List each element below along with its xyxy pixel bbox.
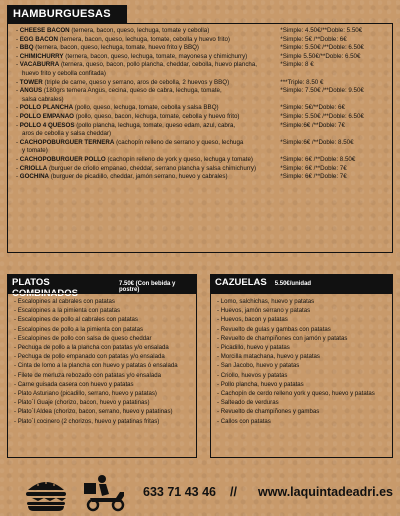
burger-name: CHIMICHURRY	[19, 52, 64, 60]
burger-item: - CRIOLLA (burguer de criollo empanao, cheddar, serrano plancha y salsa chimichurry) *Simple: 6€ /**Doble: 7€	[16, 165, 386, 174]
cazuelas-list	[210, 293, 393, 458]
website-link[interactable]: www.laquintadeadri.es	[258, 485, 393, 499]
hamburguesas-title: HAMBURGUESAS	[7, 5, 127, 23]
burger-description: (ternera, bacon, queso, lechuga, tomate, huevo frito y BBQ)	[35, 44, 199, 52]
burger-price: *Simple:6€ /**Doble: 8.50€	[280, 138, 354, 146]
list-item: - Plato Asturiano (picadillo, serrano, huevo y patatas)	[14, 390, 157, 398]
burger-price: *Simple: 5€/**Doble: 6€	[280, 104, 345, 112]
list-item: - Revuelto de champiñones con jamón y patatas	[217, 334, 348, 342]
list-item: - Carne guisada casera con huevo y patatas	[14, 380, 134, 388]
burger-name: ANGUS	[19, 87, 43, 95]
list-item: - Escalopines de pollo con salsa de queso cheddar	[14, 334, 152, 342]
platos-combinados-title: PLATOS COMBINADOS	[12, 277, 78, 299]
burger-description: (pollo, queso, bacon, lechuga, tomate, cebolla y huevo frito)	[75, 112, 240, 120]
list-item: - Pechuga de pollo empanado con patatas y/o ensalada	[14, 353, 165, 361]
list-item: - Cinta de lomo a la plancha con huevo y patatas ó ensalada	[14, 362, 178, 370]
footer	[0, 470, 400, 516]
burger-price: *Simple: 5.50€ /**Doble: 6.50€	[280, 44, 364, 52]
burger-name: VACABURRA	[19, 61, 60, 69]
platos-combinados-list	[7, 293, 197, 458]
burger-item: - CACHOPOBURGUER POLLO (cachopín relleno de york y queso, lechuga y tomate) *Simple: 6€ /**Doble: 8.50€	[16, 156, 386, 165]
phone-number[interactable]: 633 71 43 46	[143, 485, 216, 499]
list-item: - Picadillo, huevo y patatas	[217, 344, 290, 352]
burger-description: (cachopín relleno de serrano y queso, lechuga	[116, 138, 244, 146]
list-item: - Salteado de verduras	[217, 399, 279, 407]
list-item: - Huevos, jamón serrano y patatas	[217, 307, 311, 315]
delivery-scooter-icon	[82, 474, 128, 516]
list-item: - Escalopines de pollo al cabrales con patatas	[14, 316, 138, 324]
list-item: - Pechuga de pollo a la plancha con patatas y/o ensalada	[14, 344, 169, 352]
burger-description: (pollo, queso, lechuga, tomate, cebolla y salsa BBQ)	[74, 104, 219, 112]
burger-item: - POLLO PLANCHA (pollo, queso, lechuga, tomate, cebolla y salsa BBQ) *Simple: 5€/**Doble: 6€	[16, 104, 386, 113]
burger-name: CHEESE BACON	[19, 27, 70, 34]
burger-price: *Simple: 5.50€ /**Doble: 6.50€	[280, 112, 364, 120]
burger-description: (ternera, bacon, queso, lechuga, tomate, cebolla y huevo frito)	[59, 35, 230, 43]
burger-item: - CACHOPOBURGUER TERNERA (cachopín relleno de serrano y queso, lechuga y tomate) *Simple:6€ /**Doble: 8.50€	[16, 139, 386, 156]
burger-icon	[22, 476, 70, 516]
list-item: - Lomo, salchichas, huevo y patatas	[217, 298, 315, 305]
burger-price: *Simple: 8 €	[280, 61, 314, 69]
burger-description: (triple de carne, queso y serrano, aros de cebolla, 2 huevos y BBQ)	[44, 78, 230, 86]
burger-item: - EGG BACON (ternera, bacon, queso, lechuga, tomate, cebolla y huevo frito) *Simple: 5€ /**Doble: 6€	[16, 36, 386, 45]
cazuelas-title: CAZUELAS	[215, 277, 267, 288]
burger-description: (cachopín relleno de york y queso, lechuga y tomate)	[107, 155, 253, 163]
burger-item: - CHIMICHURRY (ternera, bacon, queso, lechuga, tomate, mayonesa y chimichurry) *Simple 5.50€/**Doble: 6.50€	[16, 53, 386, 62]
burger-name: POLLO EMPANAO	[19, 112, 74, 120]
burger-description: (burguer de criollo empanao, cheddar, serrano plancha y salsa chimichurry)	[49, 164, 257, 172]
burger-description: (ternera, bacon, queso, lechuga, tomate, mayonesa y chimichurry)	[65, 52, 248, 60]
burger-item: - POLLO 4 QUESOS (pollo plancha, lechuga, tomate, queso edam, azul, cabra, aros de cebolla y salsa cheddar) *Simple:6€ /**Doble: 7€	[16, 122, 386, 139]
list-item: - Escalopines de pollo a la pimienta con patatas	[14, 325, 144, 333]
list-item: - Plato´l Aldea (chorizo, bacon, serrano, huevo y patatinas)	[14, 408, 173, 416]
cazuelas-price: 5.50€/unidad	[274, 281, 312, 287]
list-item: - Cachopín de cerdo relleno york y queso, huevo y patatas	[217, 390, 375, 398]
burger-price: *Simple: 6€ /**Doble: 7€	[280, 164, 347, 172]
list-item: - Revuelto de champiñones y gambas	[217, 408, 320, 416]
burger-price: *Simple: 4.50€/**Doble: 5.50€	[280, 27, 363, 34]
burger-description-cont: y tomate)	[22, 147, 48, 155]
burger-name: POLLO 4 QUESOS	[19, 121, 75, 129]
list-item: - Escalopines a la pimienta con patatas	[14, 307, 121, 315]
separator: //	[230, 485, 237, 499]
burger-description-cont: salsa cabrales)	[22, 95, 64, 103]
burger-item: - ANGUS (180grs ternera Angus, cecina, queso de cabra, lechuga, tomate, salsa cabrales) *Simple: 7.50€ /**Doble: 9.50€	[16, 87, 386, 104]
burger-name: TOWER	[19, 78, 43, 86]
burger-item: - POLLO EMPANAO (pollo, queso, bacon, lechuga, tomate, cebolla y huevo frito) *Simple: 5.50€ /**Doble: 6.50€	[16, 113, 386, 122]
list-item: - Criollo, huevos y patatas	[217, 371, 288, 379]
list-item: - Callos con patatas	[217, 417, 271, 425]
list-item: - Pollo plancha, huevo y patatas	[217, 380, 304, 388]
burger-description: (burguer de picadillo, cheddar, jamón serrano, huevo y cabrales)	[50, 173, 228, 181]
burger-name: BBQ	[19, 44, 34, 52]
burger-price: *Simple: 6€ /**Doble: 7€	[280, 173, 347, 181]
list-item: - Filete de merluza rebozado con patatas y/o ensalada	[14, 371, 162, 379]
list-item: - Escalopines al cabrales con patatas	[14, 298, 115, 305]
list-item: - Morcilla matachana, huevo y patatas	[217, 353, 320, 361]
burger-item: - VACABURRA (ternera, queso, bacon, pollo plancha, cheddar, cebolla, huevo plancha, huevo frito y cebolla confitada) *Simple: 8 €	[16, 61, 386, 78]
burger-description: (180grs ternera Angus, cecina, queso de cabra, lechuga, tomate,	[43, 87, 222, 95]
burger-description-cont: huevo frito y cebolla confitada)	[22, 69, 106, 77]
burger-description: (ternera, bacon, queso, lechuga, tomate y cebolla)	[71, 27, 210, 34]
burger-price: *Simple: 7.50€ /**Doble: 9.50€	[280, 87, 364, 95]
burger-description: (ternera, queso, bacon, pollo plancha, cheddar, cebolla, huevo plancha,	[60, 61, 258, 69]
cazuelas-header	[210, 274, 393, 293]
hamburguesas-list	[7, 23, 393, 253]
list-item: - Plato´l cocinero (2 chorizos, huevo y patatinas fritas)	[14, 417, 160, 425]
burger-name: POLLO PLANCHA	[19, 104, 74, 112]
burger-price: *Simple: 6€ /**Doble: 8.50€	[280, 155, 356, 163]
platos-combinados-price: 7.50€ (Con bebida y postre)	[119, 281, 176, 293]
burger-item: - CHEESE BACON (ternera, bacon, queso, lechuga, tomate y cebolla) *Simple: 4.50€/**Doble: 5.50€	[16, 27, 386, 36]
list-item: - Plato´l Guaje (chorizo, bacon, huevo y patatinas)	[14, 399, 150, 407]
burger-name: CRIOLLA	[19, 164, 48, 172]
list-item: - San Jacobo, huevo y patatas	[217, 362, 300, 370]
burger-price: *Simple: 5€ /**Doble: 6€	[280, 35, 347, 43]
burger-item: - GOCHINA (burguer de picadillo, cheddar, jamón serrano, huevo y cabrales) *Simple: 6€ /**Doble: 7€	[16, 173, 386, 182]
list-item: - Revuelto de gulas y gambas con patatas	[217, 325, 331, 333]
burger-name: EGG BACON	[19, 35, 58, 43]
burger-price: *Simple 5.50€/**Doble: 6.50€	[280, 52, 361, 60]
burger-name: CACHOPOBURGUER POLLO	[19, 155, 106, 163]
burger-price: *Simple:6€ /**Doble: 7€	[280, 121, 345, 129]
burger-price: ***Triple: 8.50 €	[280, 78, 324, 86]
list-item: - Huevos, bacon y patatas	[217, 316, 288, 324]
burger-item: - BBQ (ternera, bacon, queso, lechuga, tomate, huevo frito y BBQ) *Simple: 5.50€ /**Doble: 6.50€	[16, 44, 386, 53]
burger-name: GOCHINA	[19, 173, 49, 181]
burger-item: - TOWER (triple de carne, queso y serrano, aros de cebolla, 2 huevos y BBQ) ***Triple: 8.50 €	[16, 79, 386, 88]
burger-name: CACHOPOBURGUER TERNERA	[19, 138, 115, 146]
burger-description-cont: aros de cebolla y salsa cheddar)	[22, 130, 112, 138]
burger-description: (pollo plancha, lechuga, tomate, queso edam, azul, cabra,	[76, 121, 236, 129]
platos-combinados-header	[7, 274, 197, 299]
